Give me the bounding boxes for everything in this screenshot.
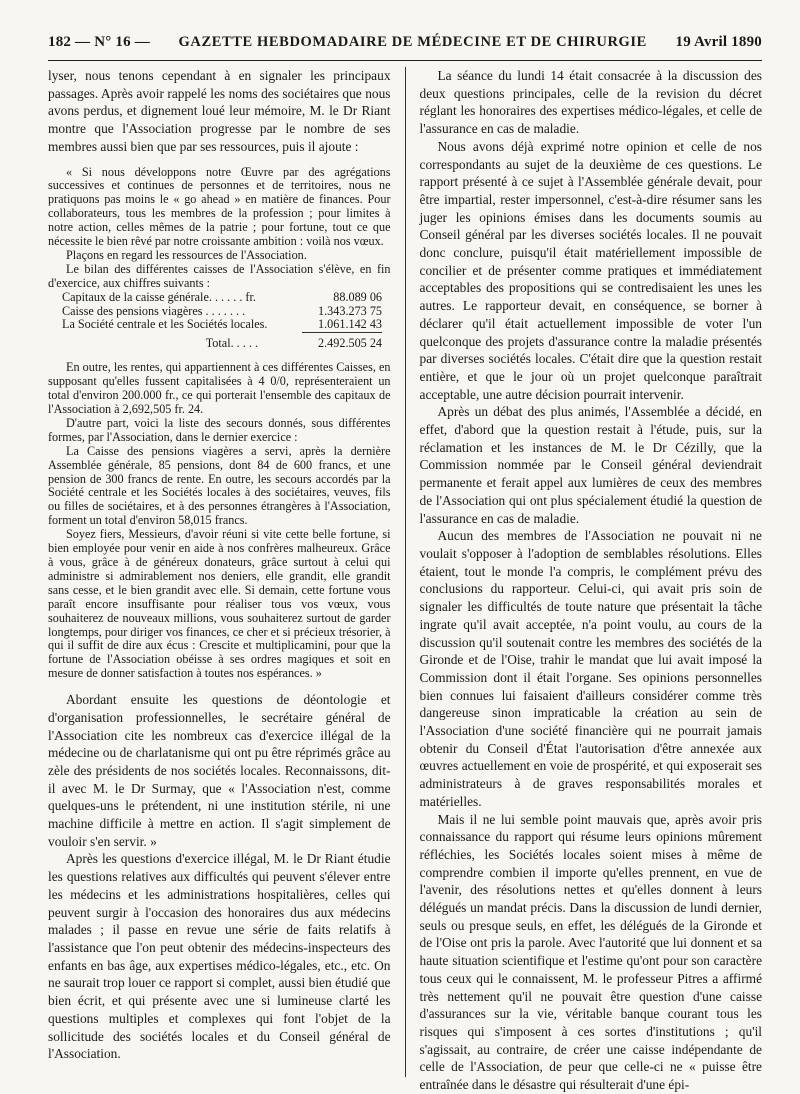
two-column-body (48, 67, 763, 1093)
table-label: Capitaux de la caisse générale. . . . . . fr. (62, 289, 256, 304)
quotation-paragraph: La Caisse des pensions viagères a servi, après la dernière Assemblée générale, 85 pensions, dont 84 de 600 francs, et une pension de 300 francs de rente. En outre, les secours accordés par la Société centrale et les Sociétés locales à des sociétaires, veuves, fils ou filles de sociétaires, et à des personnes étrangères à l'Association, forment un total d'environ 58,015 francs. (48, 443, 391, 528)
paragraph: Aucun des membres de l'Association ne pouvait ni ne voulait s'opposer à l'adoption de semblables résolutions. Elles étaient, tout le monde l'a compris, le complément prévu des conclusions du rapporteur. Celui-ci, qui avait pris soin de signaler les difficultés de toute nature que présentait la tâche ingrate qu'il avait acceptée, n'a point voulu, au cours de la discussion qu'il soutenait contre les membres des sociétés de la Gironde et de l'Oise, trahir le mandat que lui avait imposé la Commission dont il était l'organe. Ses opinions personnelles bien connues lui faisaient d'ailleurs considérer comme très dangereuse sinon impraticable la création au sein de l'Association d'une société financière qui ne pourrait jamais obtenir du Conseil d'État l'autorisation d'être annexée aux œuvres actuellement en voie de prospérité, et qui exposerait ses administrateurs à de graves responsabilités morales et matérielles. (419, 528, 763, 809)
paragraph: lyser, nous tenons cependant à en signaler les principaux passages. Après avoir rappelé les noms des sociétaires que nous avons perdus, et dignement loué leur mémoire, M. le Dr Riant montre que l'Association progresse par le nombre de ses membres aussi bien que par ses ressources, puis il ajoute : (48, 68, 391, 154)
table-row (62, 318, 382, 332)
left-column (48, 67, 391, 1077)
table-label: La Société centrale et les Sociétés locales. (62, 317, 268, 332)
table-value: 1.343.273 75 (318, 303, 382, 318)
quotation-paragraph: « Si nous développons notre Œuvre par des agrégations successives et continues de personnes et de territoires, nous ne pratiquons pas moins le « go ahead » en matière de finances. Pour collaborateurs, tous les membres de la profession ; pour limites à notre action, celles mêmes de la patrie ; pour fortune, tout ce que nécessite le bien rêvé par notre croissante ambition : voilà nos vœux. (48, 164, 391, 249)
capital-table (62, 291, 382, 352)
quotation-paragraph: Soyez fiers, Messieurs, d'avoir réuni si vite cette belle fortune, si bien employée pour venir en aide à nos confrères malheureux. Grâce à vous, grâce à de généreux donateurs, grâce surtout à celui qui administre si admirablement nos deniers, elle grandit, elle grandit sans cesse, et le bien grandit avec elle. Si demain, cette fortune vous paraît encore insuffisante pour réaliser tous vos vœux, vous souhaiterez de nouveaux millions, vous souhaiterez surtout de garder longtemps, pour diriger vos finances, ce cher et si précieux trésorier, à qui il suffit de dire aux écus : Crescite et multiplicamini, pour que la fortune de l'Association obéisse à ses ordres magiques et soit en mesure de donner satisfaction à toutes nos espérances. » (48, 527, 391, 681)
paragraph: Après les questions d'exercice illégal, M. le Dr Riant étudie les questions relatives aux difficultés qui peuvent s'élever entre les médecins et les administrations hospitalières, celles qui peuvent surgir à l'occasion des honoraires dus aux médecins malades ; il passe en revue une série de faits relatifs à l'assistance que l'on peut obtenir des médecins-inspecteurs des enfants en bas âge, aux expertises médico-légales, etc., etc. On ne saurait trop louer ce rapport si complet, aussi bien étudié que bien écrit, et qui présente avec une si lumineuse clarté les questions multiples et complexes qui font l'objet de la sollicitude des sociétés locales et du Conseil général de l'Association. (48, 851, 391, 1062)
column-rule (405, 67, 406, 1077)
table-total-row (62, 337, 382, 351)
paragraph: Abordant ensuite les questions de déontologie et d'organisation professionnelles, le secrétaire général de l'Association cite les nombreux cas d'exercice illégal de la médecine ou de charlatanisme qui ont pu être réprimés grâce au zèle des présidents de nos sociétés locales. Reconnaissons, dit-il avec M. le Dr Surmay, que « l'Association n'est, comme quelques-uns le prétendent, ni une institution stérile, ni une machine difficile à mettre en action. Il s'agit simplement de vouloir s'en servir. » (48, 692, 391, 849)
table-row (62, 305, 382, 319)
paragraph: Après un débat des plus animés, l'Assemblée a décidé, en effet, d'abord que la question restait à l'étude, puis, sur la réclamation et les instances de M. le Dr Cézilly, que la Commission nommée par le Conseil général deviendrait permanente et ferait appel aux lumières de ceux des membres de l'Association qui ont plus spécialement étudié la question de l'assurance en cas de maladie. (419, 404, 763, 526)
total-value: 2.492.505 24 (318, 336, 382, 351)
sum-rule (302, 332, 382, 333)
running-header (48, 34, 762, 61)
issue-date: 19 Avril 1890 (675, 34, 762, 50)
quotation-paragraph: D'autre part, voici la liste des secours donnés, sous différentes formes, par l'Association, dans le dernier exercice : (48, 415, 391, 444)
paragraph: Nous avons déjà exprimé notre opinion et celle de nos correspondants au sujet de la deuxième de ces questions. Le rapport présenté à ce sujet à l'Assemblée générale devait, pour être impartial, rester impersonnel, c'est-à-dire résumer sans les juger les opinions émises dans les documents soumis au Conseil général par les diverses sociétés locales. Il ne pouvait donc conclure, puisqu'il était matériellement impossible de concilier et de présenter comme pratiques et immédiatement acceptables des propositions qui se contredisaient les unes les autres. Le rapporteur devait, en conséquence, se borner à déclarer qu'il était actuellement impossible de voter l'un quelconque des projets d'assurance contre la maladie présentés par diverses sociétés locales. C'était dire que la question restait entière, et que le jour où un projet quelconque paraîtrait acceptable, une autre décision pourrait intervenir. (419, 138, 763, 402)
table-value: 88.089 06 (333, 289, 382, 304)
table-row (62, 291, 382, 305)
paragraph: Mais il ne lui semble point mauvais que, après avoir pris connaissance du rapport qui résume leurs opinions mûrement réfléchies, les Sociétés locales soient mises à même de comprendre combien il importe qu'elles prennent, en vue de l'avenir, des résolutions nettes et qu'elles donnent à leurs délégués un mandat précis. Dans la discussion de lundi dernier, seuls ou presque seuls, en effet, les délégués de la Gironde et de l'Oise ont pris la parole. Avec l'autorité que lui donnent et sa haute situation scientifique et l'estime qu'ont pour son caractère tous ceux qui le connaissent, M. le professeur Pitres a affirmé très nettement qu'il ne pouvait être question d'une caisse d'assurances sur la vie, véritable banque courant tous les risques qui s'imposent à ces sortes d'institutions ; qu'il s'agissait, au contraire, de créer une caisse indépendante de celle de l'Association, de peur que celle-ci ne « puisse être entraînée dans le désastre qui résulterait d'une épi- (419, 811, 763, 1093)
journal-title: GAZETTE HEBDOMADAIRE DE MÉDECINE ET DE CHIRURGIE (178, 34, 647, 50)
quotation-paragraph: Plaçons en regard les ressources de l'Association. (66, 247, 307, 262)
table-value: 1.061.142 43 (318, 317, 382, 332)
right-column (419, 67, 763, 1093)
total-label: Total. . . . . (205, 336, 259, 351)
table-label: Caisse des pensions viagères . . . . . . . (62, 303, 246, 318)
page-number: 182 — N° 16 — (48, 34, 150, 50)
paragraph: La séance du lundi 14 était consacrée à la discussion des deux questions principales, celle de la revision du décret réglant les honoraires des expertises médico-légales, et celle de l'assurance en cas de maladie. (419, 68, 763, 137)
quotation-paragraph: En outre, les rentes, qui appartiennent à ces différentes Caisses, en supposant qu'elles fussent capitalisées à 4 0/0, représenteraient un total d'environ 200.000 fr., ce qui porterait l'ensemble des capitaux de l'Association à 2,692,505 fr. 24. (48, 360, 391, 417)
quotation-paragraph: Le bilan des différentes caisses de l'Association s'élève, en fin d'exercice, aux chiffres suivants : (48, 261, 391, 290)
